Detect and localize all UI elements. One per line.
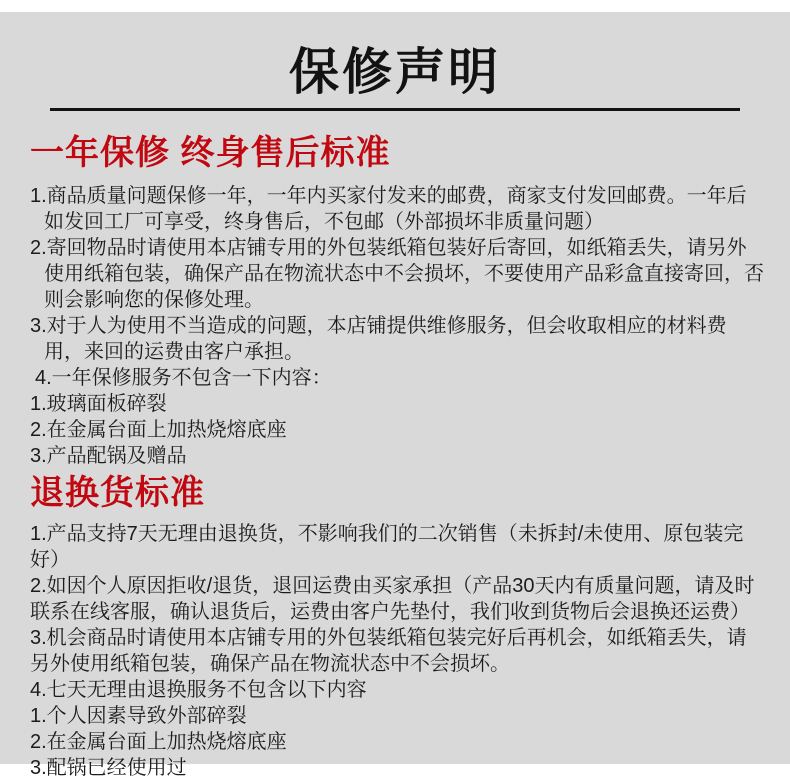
list-item: 3.机会商品时请使用本店铺专用的外包装纸箱包装完好后再机会，如纸箱丢失，请另外使用纸箱包装，确保产品在物流状态中不会损坏。 [30,627,747,675]
list-item: 2.在金属台面上加热烧熔底座 [30,419,287,441]
list-item: 1.个人因素导致外部碎裂 [30,705,247,727]
list-item: 4.一年保修服务不包含一下内容： [35,367,332,389]
returns-section [0,475,790,778]
warranty-list [30,183,764,469]
content-area [0,12,790,778]
list-item: 4.七天无理由退换服务不包含以下内容 [30,679,367,701]
page-title: 保修声明 [289,44,501,100]
list-item: 1.商品质量问题保修一年，一年内买家付发来的邮费，商家支付发回邮费。一年后如发回工厂可享受，终身售后，不包邮（外部损坏非质量问题） [30,185,747,233]
returns-section-heading: 退换货标准 [30,474,205,512]
list-item: 2.如因个人原因拒收/退货，退回运费由买家承担（产品30天内有质量问题，请及时联系在线客服，确认退货后，运费由客户先垫付，我们收到货物后会退换还运费） [30,575,755,623]
list-item: 1.玻璃面板碎裂 [30,393,167,415]
title-divider [50,108,740,111]
list-item: 2.在金属台面上加热烧熔底座 [30,731,287,753]
returns-list [30,521,764,778]
warranty-section [0,135,790,469]
warranty-section-heading: 一年保修 终身售后标准 [30,134,391,172]
list-item: 1.产品支持7天无理由退换货，不影响我们的二次销售（未拆封/未使用、原包装完好） [30,523,744,571]
list-item: 2.寄回物品时请使用本店铺专用的外包装纸箱包装好后寄回，如纸箱丢失，请另外使用纸箱包装，确保产品在物流状态中不会损坏，不要使用产品彩盒直接寄回，否则会影响您的保修处理。 [30,237,764,311]
list-item: 3.配锅已经使用过 [30,757,187,778]
list-item: 3.对于人为使用不当造成的问题，本店铺提供维修服务，但会收取相应的材料费用，来回的运费由客户承担。 [30,315,727,363]
list-item: 3.产品配锅及赠品 [30,445,187,467]
